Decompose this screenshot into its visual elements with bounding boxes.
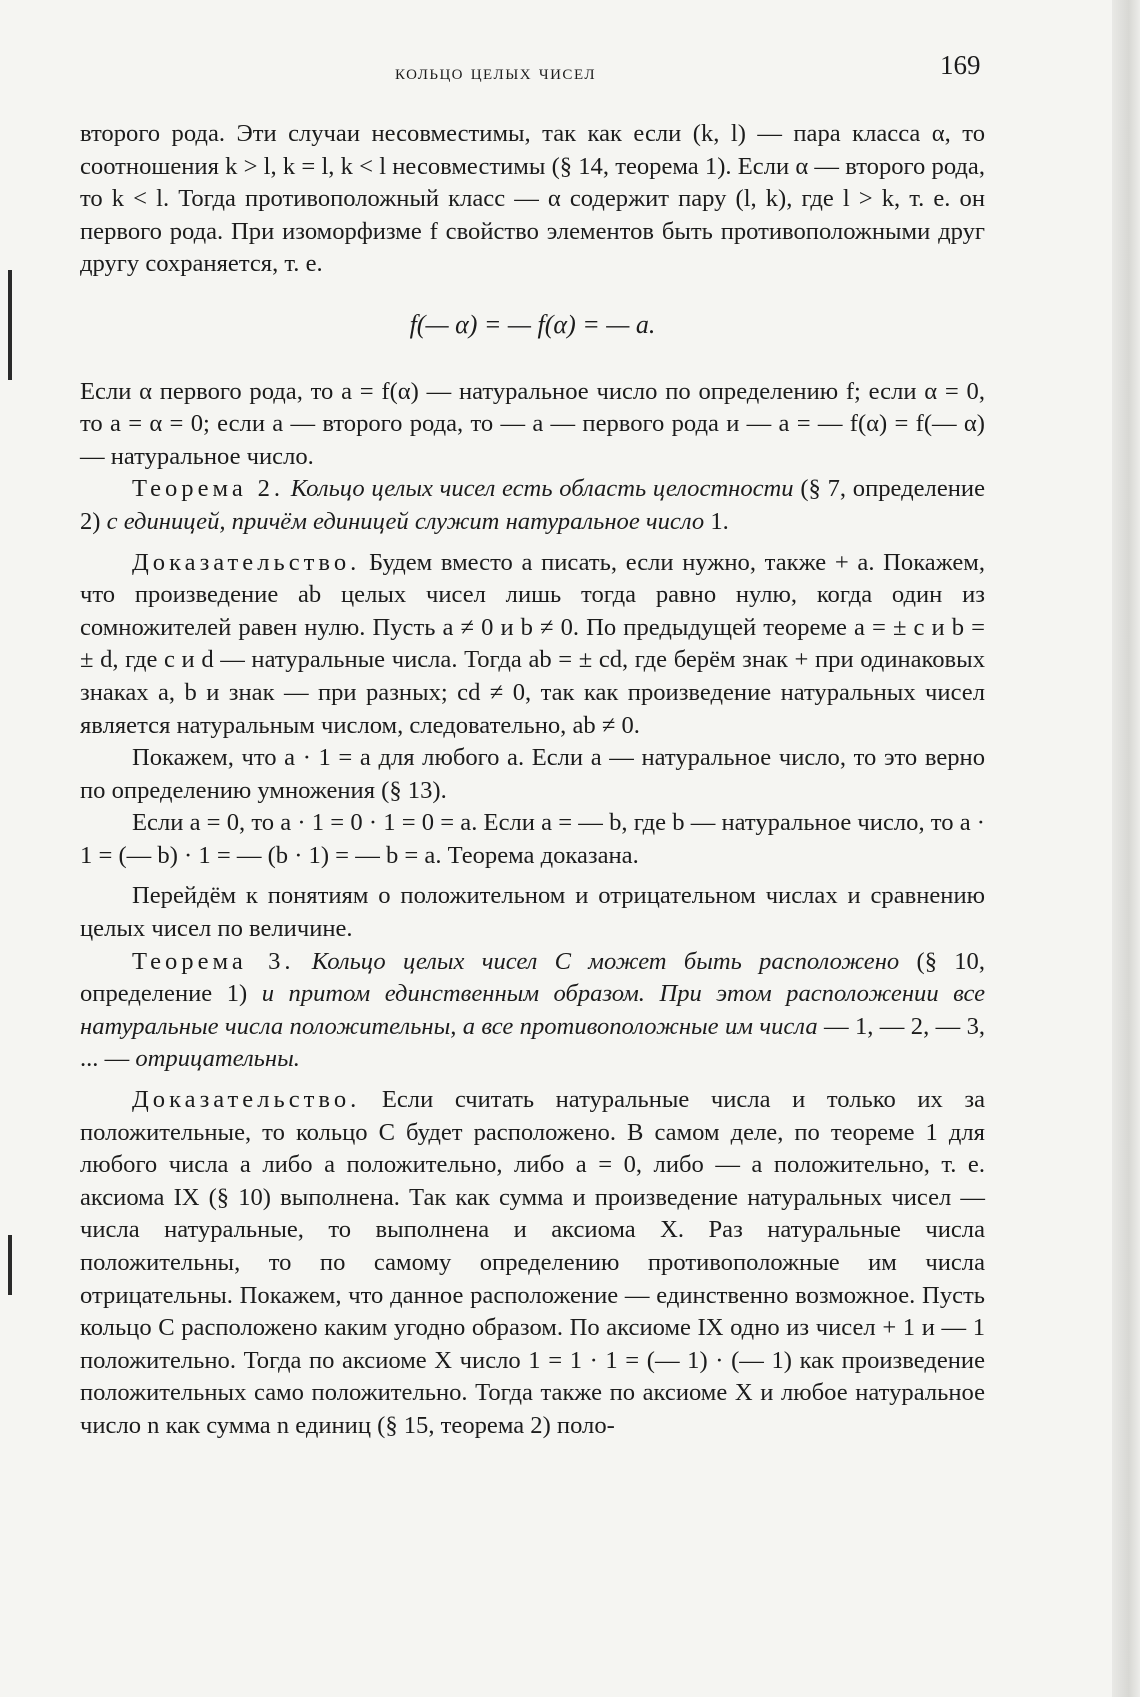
theorem-label: Теорема 3. xyxy=(132,947,295,975)
reference: (§ 7, определение 2) xyxy=(80,475,985,535)
paragraph-text: второго рода. Эти случаи несовместимы, так как если (k, l) — пара класса α, то соотношения k > l, k = l, k < l несовместимы (§ 14, теорема 1). Если α — второго рода, то k < l. Тогда противоположный класс — α содержит пару (l, k), где l > k, т. е. он первого рода. При изоморфизме f свойство элементов быть противоположными друг другу сохраняется, т. е. xyxy=(80,120,985,278)
paragraph-text: Если α первого рода, то a = f(α) — натуральное число по определению f; если α = 0, то a = α = 0; если a — второго рода, то — a — первого рода и — a = — f(α) = f(— α) — натуральное число. xyxy=(80,377,985,470)
paragraph-text: Перейдём к понятиям о положительном и отрицательном числах и сравнению целых чисел по величине. xyxy=(80,882,985,943)
paragraph xyxy=(80,742,985,807)
proof-paragraph xyxy=(80,547,985,743)
scan-margin-mark xyxy=(8,270,12,380)
theorem-3 xyxy=(80,946,985,1076)
page-number: 169 xyxy=(940,50,981,80)
numeral: 1. xyxy=(710,507,729,535)
proof-label: Доказательство. xyxy=(132,548,361,576)
number-list: — 1, — 2, — 3, ... — xyxy=(80,1012,986,1073)
paragraph-text: Если a = 0, то a · 1 = 0 · 1 = 0 = a. Если a = — b, где b — натуральное число, то a · 1 = (— b) · 1 = — (b · 1) = — b = a. Теорема доказана. xyxy=(80,809,985,869)
page-body xyxy=(80,118,985,1443)
paragraph xyxy=(80,880,985,945)
paragraph xyxy=(80,118,985,281)
reference: (§ 10, определение 1) xyxy=(80,947,985,1008)
paragraph-text: Будем вместо a писать, если нужно, также + a. Покажем, что произведение ab целых чисел лишь тогда равно нулю, когда один из сомножителей равен нулю. Пусть a ≠ 0 и b ≠ 0. По предыдущей теореме a = ± c и b = ± d, где c и d — натуральные числа. Тогда ab = ± cd, где берём знак + при одинаковых знаках a, b и знак — при разных; cd ≠ 0, так как произведение натуральных чисел является натуральным числом, следовательно, ab ≠ 0. xyxy=(80,548,985,739)
running-title: кольцо целых чисел xyxy=(395,60,597,84)
display-formula: f(— α) = — f(α) = — a. xyxy=(409,309,656,339)
theorem-statement: Кольцо целых чисел C может быть расположено xyxy=(311,947,900,975)
theorem-statement: отрицательны. xyxy=(135,1045,300,1073)
theorem-2 xyxy=(80,473,985,538)
scan-margin-mark xyxy=(8,1235,12,1295)
page-edge-shadow xyxy=(1112,0,1140,1697)
theorem-statement: с единицей, причём единицей служит натуральное число xyxy=(106,507,705,535)
paragraph xyxy=(80,807,985,872)
theorem-statement: Кольцо целых чисел есть область целостности xyxy=(290,475,794,503)
theorem-statement: и притом единственным образом. При этом расположении все натуральные числа положительны, а все противоположные им числа xyxy=(80,980,985,1040)
paragraph xyxy=(80,376,985,474)
paragraph-text: Покажем, что a · 1 = a для любого a. Если a — натуральное число, то это верно по определению умножения (§ 13). xyxy=(80,744,985,804)
paragraph-text: Если считать натуральные числа и только их за положительные, то кольцо C будет расположено. В самом деле, по теореме 1 для любого числа a либо a положительно, либо a = 0, либо — a положительно, т. е. аксиома IX (§ 10) выполнена. Так как сумма и произведение натуральных чисел — числа натуральные, то выполнена и аксиома X. Раз натуральные числа положительны, то по самому определению противоположные им числа отрицательны. Покажем, что данное расположение — единственно возможное. Пусть кольцо C расположено каким угодно образом. По аксиоме IX одно из чисел + 1 и — 1 положительно. Тогда по аксиоме X число 1 = 1 · 1 = (— 1) · (— 1) как произведение положительных само положительно. Тогда также по аксиоме X и любое натуральное число n как сумма n единиц (§ 15, теорема 2) поло- xyxy=(80,1086,985,1439)
proof-paragraph xyxy=(80,1084,985,1443)
theorem-label: Теорема 2. xyxy=(132,475,285,503)
proof-label: Доказательство. xyxy=(132,1086,361,1114)
